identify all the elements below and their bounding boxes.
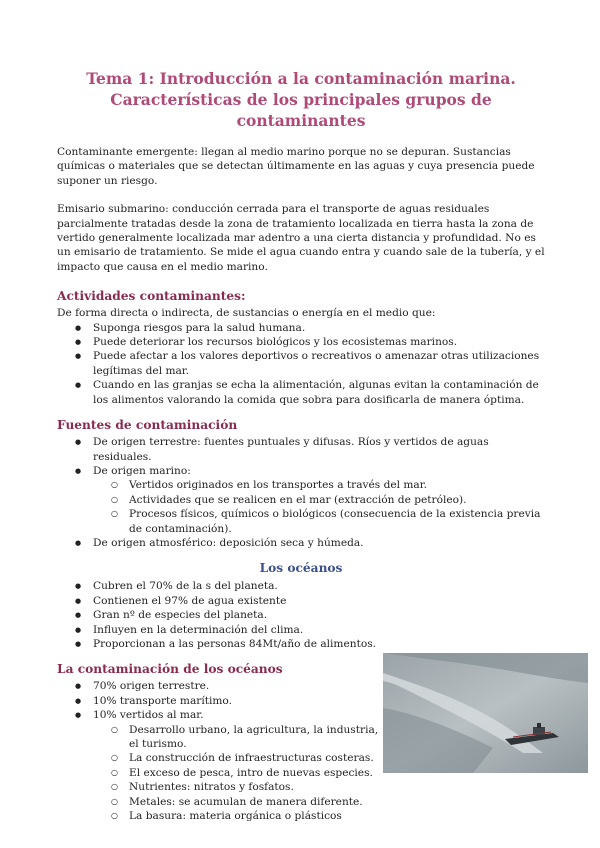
list-item: ● 70% origen terrestre. bbox=[57, 679, 545, 693]
list-item: ● 10% transporte marítimo. bbox=[57, 694, 545, 708]
fuentes-list bbox=[57, 435, 545, 550]
oil-spill-ship-photo bbox=[383, 653, 588, 773]
vertidos-sublist bbox=[57, 723, 387, 824]
heading-oceanos: Los océanos bbox=[259, 561, 343, 576]
sub-list-item: ○ La basura: materia orgánica o plásticos bbox=[57, 809, 387, 823]
heading-fuentes: Fuentes de contaminación bbox=[57, 418, 238, 433]
list-item: ● Puede afectar a los valores deportivos o recreativos o amenazar otras utilizaciones legítimas del mar. bbox=[57, 349, 545, 378]
list-item-label: De origen marino: bbox=[93, 464, 191, 477]
actividades-intro: De forma directa o indirecta, de sustancias o energía en el medio que: bbox=[57, 307, 436, 320]
paragraph-emisario-submarino: Emisario submarino: conducción cerrada para el transporte de aguas residuales parcialmente tratadas desde la zona de tratamiento localizada en tierra hasta la zona de vertido generalmente localizada mar adentro a una cierta distancia y profundidad. No es un emisario de tratamiento. Se mide el agua cuando entra y cuando sale de la tubería, y el impacto que causa en el medio marino. bbox=[57, 203, 545, 273]
list-item: ● Proporcionan a las personas 84Mt/año de alimentos. bbox=[57, 637, 545, 651]
sub-list-item: ○ Metales: se acumulan de manera diferente. bbox=[57, 795, 387, 809]
list-item: ● Puede deteriorar los recursos biológicos y los ecosistemas marinos. bbox=[57, 335, 545, 349]
list-item: ● De origen terrestre: fuentes puntuales y difusas. Ríos y vertidos de aguas residuales. bbox=[57, 435, 545, 464]
actividades-list bbox=[57, 321, 545, 407]
heading-contaminacion-oceanos: La contaminación de los océanos bbox=[57, 662, 283, 677]
sub-list-item: ○ Desarrollo urbano, la agricultura, la industria, el turismo. bbox=[57, 723, 387, 752]
list-item: ● Cubren el 70% de la s del planeta. bbox=[57, 579, 545, 593]
oceanos-list bbox=[57, 579, 545, 651]
list-item: ● Contienen el 97% de agua existente bbox=[57, 594, 545, 608]
list-item: ● Cuando en las granjas se echa la alimentación, algunas evitan la contaminación de los alimentos valorando la comida que sobra para dosificarla de manera óptima. bbox=[57, 378, 545, 407]
sub-list-item: ○ Nutrientes: nitratos y fosfatos. bbox=[57, 780, 387, 794]
list-item: ● De origen atmosférico: deposición seca y húmeda. bbox=[57, 536, 545, 550]
oil-spill-ship-image bbox=[383, 653, 588, 773]
list-item-label: 10% vertidos al mar. bbox=[93, 709, 204, 722]
sub-list-item: ○ Actividades que se realicen en el mar (extracción de petróleo). bbox=[57, 493, 545, 507]
sub-list-item: ○ Vertidos originados en los transportes a través del mar. bbox=[57, 478, 545, 492]
sub-list-item: ○ La construcción de infraestructuras costeras. bbox=[57, 751, 387, 765]
marino-sublist bbox=[57, 478, 545, 536]
paragraph-contaminante-emergente: Contaminante emergente: llegan al medio marino porque no se depuran. Sustancias químicas o materiales que se detectan últimamente en las aguas y cuya presencia puede suponer un riesgo. bbox=[57, 146, 535, 187]
list-item: ● Gran nº de especies del planeta. bbox=[57, 608, 545, 622]
list-item bbox=[57, 464, 545, 536]
heading-actividades: Actividades contaminantes: bbox=[57, 289, 246, 304]
sub-list-item: ○ Procesos físicos, químicos o biológicos (consecuencia de la existencia previa de contaminación). bbox=[57, 507, 545, 536]
list-item: ● Suponga riesgos para la salud humana. bbox=[57, 321, 545, 335]
sub-list-item: ○ El exceso de pesca, intro de nuevas especies. bbox=[57, 766, 387, 780]
list-item: ● Influyen en la determinación del clima. bbox=[57, 623, 545, 637]
page-title: Tema 1: Introducción a la contaminación marina. Características de los principales grupos de contaminantes bbox=[86, 69, 516, 130]
